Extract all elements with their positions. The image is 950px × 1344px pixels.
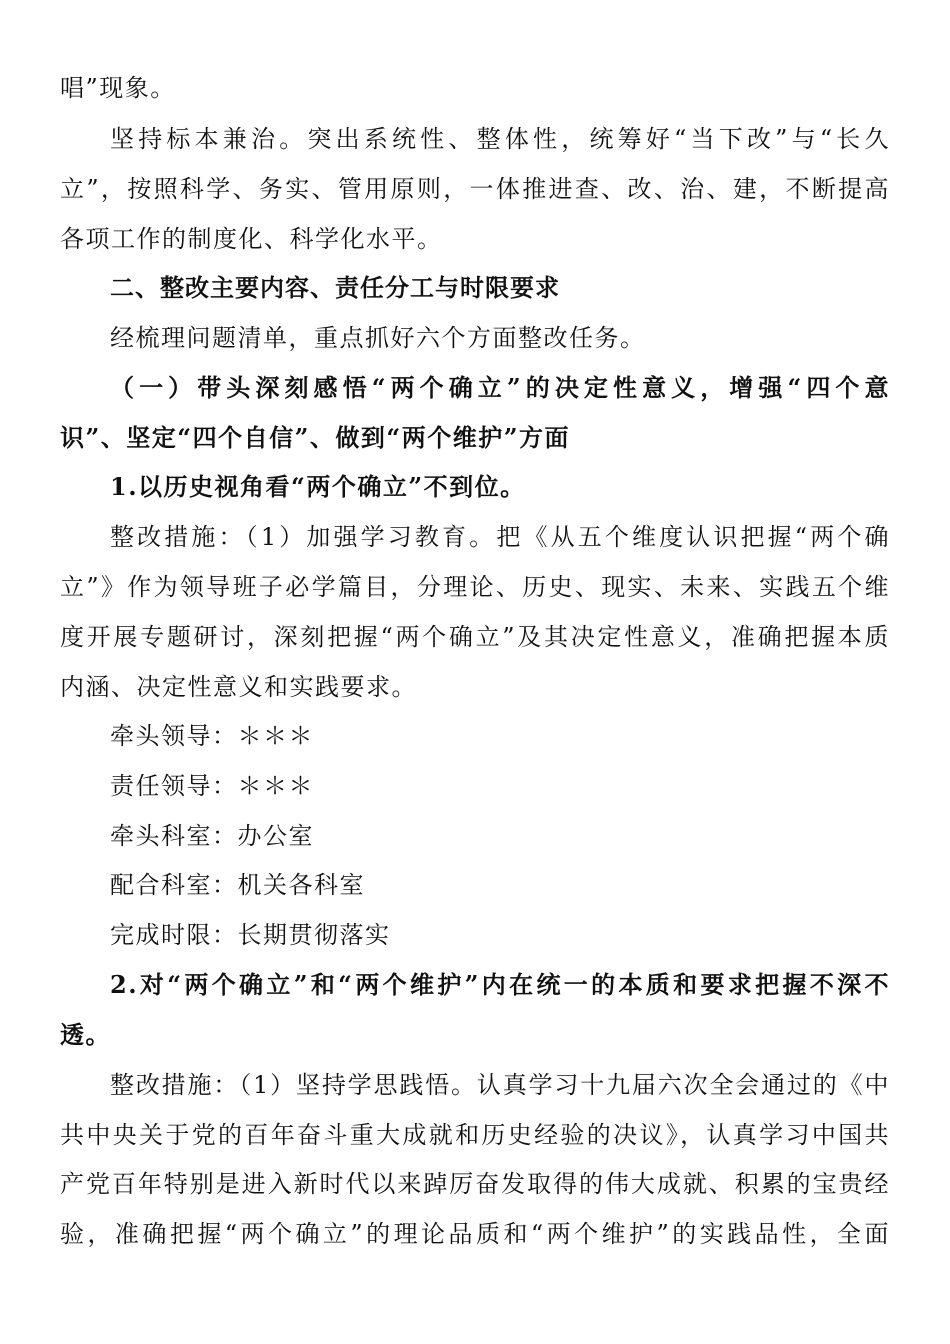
lead-department: 牵头科室：办公室 [110, 822, 314, 850]
paragraph-line: 验，准确把握“两个确立”的理论品质和“两个维护”的实践品性，全面 [60, 1220, 890, 1248]
section-heading: 二、整改主要内容、责任分工与时限要求 [110, 274, 560, 302]
paragraph-line: 整改措施：（1）坚持学思践悟。认真学习十九届六次全会通过的《中 [110, 1071, 890, 1099]
subsection-heading: （一）带头深刻感悟“两个确立”的决定性意义，增强“四个意 [110, 373, 890, 402]
paragraph-line: 坚持标本兼治。突出系统性、整体性，统筹好“当下改”与“长久 [110, 125, 890, 153]
paragraph-line: 内涵、决定性意义和实践要求。 [60, 673, 417, 701]
item-heading: 2.对“两个确立”和“两个维护”内在统一的本质和要求把握不深不 [110, 970, 890, 999]
item-heading: 透。 [60, 1020, 111, 1049]
paragraph-line: 立”，按照科学、务实、管用原则，一体推进查、改、治、建，不断提高 [60, 175, 890, 203]
deadline: 完成时限：长期贯彻落实 [110, 921, 391, 949]
subsection-heading: 识”、坚定“四个自信”、做到“两个维护”方面 [60, 423, 571, 452]
paragraph-line: 产党百年特别是进入新时代以来踔厉奋发取得的伟大成就、积累的宝贵经 [60, 1170, 890, 1198]
paragraph-line: 唱”现象。 [60, 74, 176, 102]
item-heading: 1.以历史视角看“两个确立”不到位。 [110, 472, 526, 501]
cooperating-department: 配合科室：机关各科室 [110, 871, 365, 899]
paragraph-line: 度开展专题研讨，深刻把握“两个确立”及其决定性意义，准确把握本质 [60, 623, 890, 651]
paragraph-line: 整改措施：（1）加强学习教育。把《从五个维度认识把握“两个确 [110, 523, 890, 551]
paragraph-line: 共中央关于党的百年奋斗重大成就和历史经验的决议》，认真学习中国共 [60, 1121, 890, 1149]
lead-leader: 牵头领导：＊＊＊ [110, 722, 314, 750]
paragraph-line: 经梳理问题清单，重点抓好六个方面整改任务。 [110, 324, 646, 352]
paragraph-line: 立”》作为领导班子必学篇目，分理论、历史、现实、未来、实践五个维 [60, 573, 890, 601]
paragraph-line: 各项工作的制度化、科学化水平。 [60, 225, 443, 253]
responsible-leader: 责任领导：＊＊＊ [110, 772, 314, 800]
